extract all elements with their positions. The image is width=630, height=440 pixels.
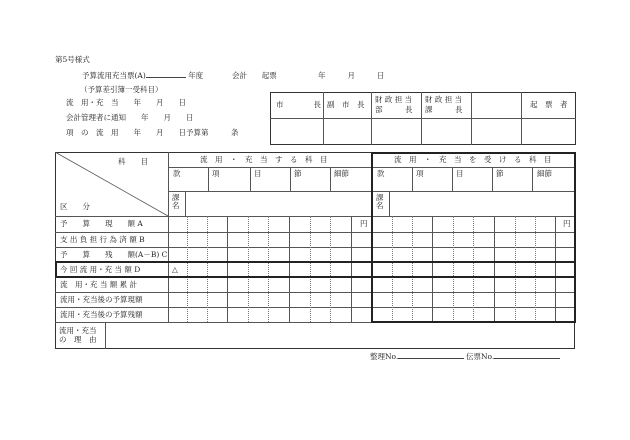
finance-sec-label-2: 課 長: [425, 105, 463, 114]
row-label-after-remaining: 流用・充当後の予算残額: [60, 310, 143, 319]
dest-header: 流 用 ・ 充 当 を 受 け る 科 目: [394, 155, 552, 164]
title-line: [82, 72, 277, 80]
title-prefix: 予算流用充当票(A): [82, 71, 146, 80]
dst-kan-label: 款: [377, 169, 385, 178]
finance-dept-label-2: 部 長: [375, 105, 413, 114]
denpyo-number: 伝票No.: [466, 353, 560, 361]
src-yen-unit: 円: [360, 219, 368, 228]
src-setsu-label: 節: [294, 169, 302, 178]
src-saisetsu-label: 細節: [334, 169, 349, 178]
reason-label: 流用・充当 の 理 由: [59, 326, 97, 345]
info-line-2: 会計管理者に通知 年 月 日: [66, 113, 194, 122]
info-line-3: 項 の 流 用 年 月 日予算第 条: [66, 128, 239, 137]
source-header: 流 用 ・ 充 当 す る 科 目: [200, 155, 328, 164]
src-moku-label: 目: [254, 169, 262, 178]
row-label-cumulative: 流 用・充 当 額 累 計: [60, 280, 138, 289]
draft-label: 起票: [261, 71, 277, 80]
corner-bottom-label: 区 分: [60, 202, 90, 211]
fiscal-year-label: 年度: [188, 71, 204, 80]
info-line-1: 流 用・充 当 年 月 日: [66, 98, 186, 107]
dst-kou-label: 項: [416, 169, 424, 178]
dst-yen-unit: 円: [563, 219, 571, 228]
row-label-after-budget: 流用・充当後の予算現額: [60, 295, 143, 304]
account-label: 会計: [231, 71, 247, 80]
seiri-number: 整理No.: [370, 353, 464, 361]
src-kan-label: 款: [173, 169, 181, 178]
dst-section-label: 課 名: [376, 193, 384, 210]
src-section-label: 課 名: [172, 193, 180, 210]
mayor-label: 市 長: [276, 100, 321, 109]
row-label-c: 予 算 残 額(A－B) C: [60, 250, 168, 259]
finance-dept-label-1: 財 政 担 当: [375, 95, 413, 104]
row-label-b: 支 出 負 担 行 為 済 額 B: [60, 235, 145, 244]
dst-saisetsu-label: 細節: [537, 169, 552, 178]
dst-moku-label: 目: [456, 169, 464, 178]
triangle-mark: △: [172, 265, 178, 274]
subtitle: （予算差引簿一受科目）: [80, 85, 163, 94]
dest-thick-frame: [371, 152, 576, 323]
dst-setsu-label: 節: [496, 169, 504, 178]
title-date: 年 月 日: [318, 71, 385, 80]
src-kou-label: 項: [212, 169, 220, 178]
corner-top-label: 科 目: [118, 157, 148, 166]
row-label-d: 今 回 流 用・充 当 額 D: [60, 265, 141, 274]
drafter-label: 起 票 者: [530, 100, 568, 109]
finance-sec-label-1: 財 政 担 当: [425, 95, 463, 104]
vice-mayor-label: 副 市 長: [327, 100, 365, 109]
row-label-a: 予 算 現 額 A: [60, 219, 143, 228]
form-number: 第5号様式: [55, 55, 90, 64]
